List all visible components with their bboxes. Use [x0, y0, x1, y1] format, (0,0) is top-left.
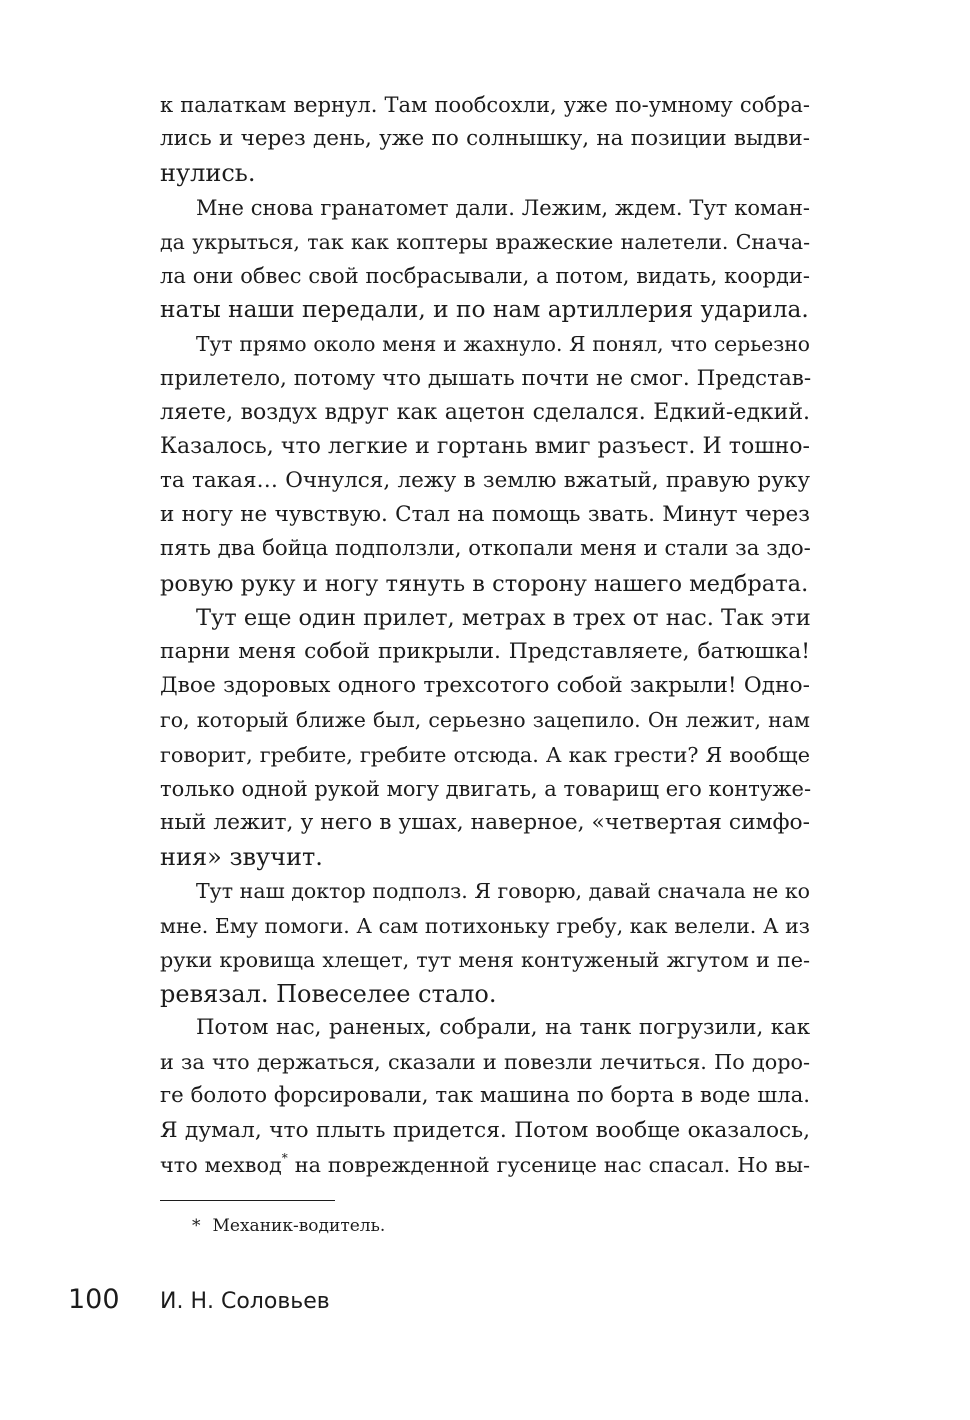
text-line: ния» звучит. — [160, 843, 323, 872]
text-line: к палаткам вернул. Там пообсохли, уже по-умному собра- — [160, 93, 810, 117]
text-line: да укрыться, так как коптеры вражеские налетели. Снача- — [160, 229, 810, 254]
text-line: Тут прямо около меня и жахнуло. Я понял, что серьезно — [196, 332, 810, 357]
text-line: Двое здоровых одного трехсотого собой закрыли! Одно- — [160, 673, 810, 699]
text-line: парни меня собой прикрыли. Представляете, батюшка! — [160, 639, 810, 664]
text-line: нулись. — [160, 159, 256, 188]
text-line: Тут наш доктор подполз. Я говорю, давай сначала не ко — [196, 879, 810, 904]
text-line: ревязал. Повеселее стало. — [160, 979, 497, 1008]
text-line: го, который ближе был, серьезно зацепило. Он лежит, нам — [160, 708, 810, 733]
text-line: руки кровища хлещет, тут меня контуженый жгутом и пе- — [160, 947, 810, 972]
body-text — [160, 88, 810, 1182]
text-line: прилетело, потому что дышать почти не смог. Представ- — [160, 365, 812, 391]
text-line: ге болото форсировали, так машина по борта в воде шла. — [160, 1083, 810, 1109]
text-line: пять два бойца подползли, откопали меня и стали за здо- — [160, 536, 811, 562]
footnote — [192, 1214, 385, 1238]
text-line: ла они обвес свой посбрасывали, а потом, видать, коорди- — [160, 263, 810, 288]
text-line: Я думал, что плыть придется. Потом вообще оказалось, — [160, 1117, 810, 1143]
line-text-after-mark: на поврежденной гусенице нас спасал. Но вы- — [287, 1152, 810, 1177]
text-line-with-footnote-ref — [160, 1148, 810, 1182]
page-number: 100 — [68, 1284, 120, 1315]
running-author: И. Н. Соловьев — [160, 1289, 330, 1314]
footnote-divider — [160, 1200, 335, 1201]
text-line: Казалось, что легкие и гортань вмиг разъест. И тошно- — [160, 433, 810, 459]
text-line: мне. Ему помоги. А сам потихоньку гребу, как велели. А из — [160, 913, 810, 938]
text-line: наты наши передали, и по нам артиллерия ударила. — [160, 296, 809, 324]
text-line: Потом нас, раненых, собрали, на танк погрузили, как — [196, 1015, 810, 1041]
running-footer — [68, 1284, 330, 1315]
text-line: лись и через день, уже по солнышку, на позиции выдви- — [160, 126, 810, 152]
text-line: та такая… Очнулся, лежу в землю вжатый, правую руку — [160, 468, 810, 494]
footnote-reference-mark: * — [281, 1150, 288, 1165]
line-text-before-mark: что мехвод — [160, 1152, 282, 1177]
text-line: говорит, гребите, гребите отсюда. А как грести? Я вообще — [160, 742, 810, 767]
text-line: ляете, воздух вдруг как ацетон сделался. Едкий-едкий. — [160, 399, 810, 425]
text-line: и ногу не чувствую. Стал на помощь звать. Минут через — [160, 502, 810, 528]
text-line: Мне снова гранатомет дали. Лежим, ждем. Тут коман- — [196, 195, 810, 220]
footnote-mark: * — [192, 1216, 201, 1236]
text-line: только одной рукой могу двигать, а товарищ его контуже- — [160, 776, 812, 801]
text-line: и за что держаться, сказали и повезли лечиться. По доро- — [160, 1050, 810, 1075]
text-line: ровую руку и ногу тянуть в сторону нашего медбрата. — [160, 570, 809, 597]
text-line: Тут еще один прилет, метрах в трех от нас. Так эти — [196, 604, 811, 631]
footnote-text: Механик-водитель. — [212, 1216, 386, 1236]
text-line: ный лежит, у него в ушах, наверное, «четвертая симфо- — [160, 809, 810, 835]
